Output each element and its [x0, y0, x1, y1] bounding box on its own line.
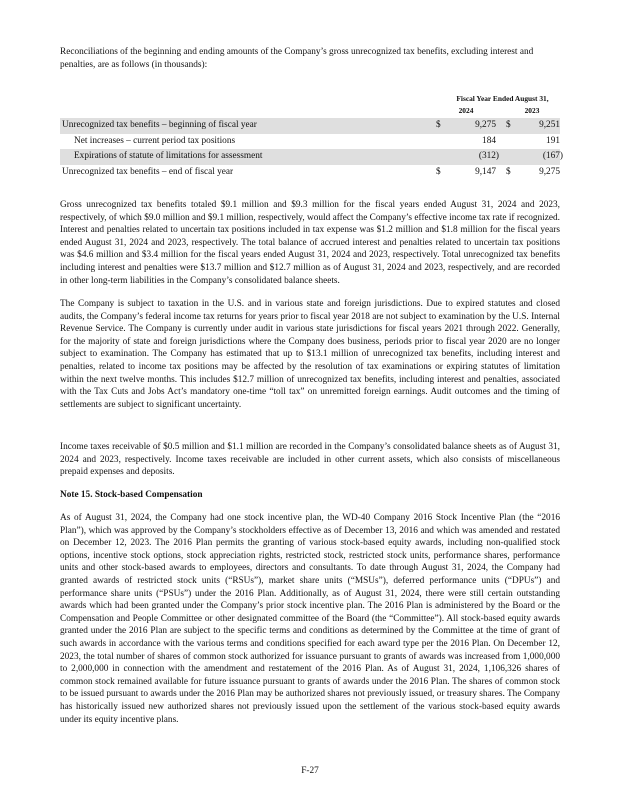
- value-2024: (312): [478, 151, 499, 161]
- table-row: [60, 165, 560, 181]
- row-label: Unrecognized tax benefits – beginning of fiscal year: [62, 120, 257, 130]
- section-heading-note-15: Note 15. Stock-based Compensation: [60, 490, 203, 500]
- unrecognized-tax-benefits-table: [60, 92, 563, 180]
- row-label: Expirations of statute of limitations for assessment: [74, 151, 263, 161]
- page-number: F-27: [301, 766, 319, 776]
- table-row: [60, 134, 560, 150]
- value-2023: 9,251: [539, 120, 560, 130]
- value-2024: 9,275: [475, 120, 496, 130]
- header-year-2024: 2024: [458, 106, 474, 115]
- value-2023: 9,275: [539, 166, 560, 177]
- paragraph-stock-incentive-plan: As of August 31, 2024, the Company had one stock incentive plan, the WD-40 Company 2016 Stock Incentive Plan (the “2016 Plan”), which was approved by the Company’s stockholders effective as of December 13, 2016 and which was amended and restated on December 12, 2023. The 2016 Plan permits the granting of various stock-based equity awards, including non-qualified stock options, incentive stock options, stock appreciation rights, restricted stock, restricted stock units, performance shares, performance units and other stock-based awards to employees, directors and consultants. To date through August 31, 2024, the Company had granted awards of restricted stock units (“RSUs”), market share units (“MSUs”), deferred performance units (“DPUs”) and performance share units (“PSUs”) under the 2016 Plan. Additionally, as of August 31, 2024, there were still certain outstanding awards which had been granted under the Company’s prior stock incentive plan. The 2016 Plan is administered by the Board or the Compensation and People Committee or other designated committee of the Board (the “Committee”). All stock-based equity awards granted under the 2016 Plan are subject to the specific terms and conditions as determined by the Committee at the time of grant of such awards in accordance with the various terms and conditions specified for each award type per the 2016 Plan. On December 12, 2023, the total number of shares of common stock authorized for issuance pursuant to grants of awards was increased from 1,000,000 to 2,000,000 in connection with the amendment and restatement of the 2016 Plan. As of August 31, 2024, 1,106,326 shares of common stock remained available for future issuance pursuant to grants of awards under the 2016 Plan. The shares of common stock to be issued pursuant to awards under the 2016 Plan may be authorized shares not previously issued, or treasury shares. The Company has historically issued new authorized shares not previously issued upon the settlement of the various stock-based equity awards under its equity incentive plans.: [60, 513, 560, 725]
- row-label: Unrecognized tax benefits – end of fiscal year: [62, 166, 234, 177]
- row-label: Net increases – current period tax positions: [74, 135, 236, 146]
- currency-symbol: $: [506, 166, 511, 177]
- header-fiscal-year: Fiscal Year Ended August 31,: [456, 94, 549, 103]
- header-year-2023: 2023: [524, 106, 540, 115]
- paragraph-tax-jurisdictions: The Company is subject to taxation in the U.S. and in various state and foreign jurisdictions. Due to expired statutes and closed audits, the Company’s federal income tax returns for years prior to fiscal year 2018 are not subject to examination by the U.S. Internal Revenue Service. The Company is currently under audit in various state jurisdictions for fiscal years 2021 through 2022. Generally, for the majority of state and foreign jurisdictions where the Company does business, periods prior to fiscal year 2020 are no longer subject to examination. The Company has estimated that up to $13.1 million of unrecognized tax benefits, including interest and penalties, related to income tax positions may be affected by the resolution of tax examinations or expiring statutes of limitation within the next twelve months. This includes $12.7 million of unrecognized tax benefits, including interest and penalties, associated with the Tax Cuts and Jobs Act’s mandatory one-time “toll tax” on unremitted foreign earnings. Audit outcomes and the timing of settlements are subject to significant uncertainty.: [60, 299, 560, 410]
- value-2024: 9,147: [475, 166, 496, 177]
- currency-symbol: $: [436, 120, 441, 130]
- currency-symbol: $: [506, 120, 511, 130]
- value-2023: (167): [542, 151, 563, 161]
- value-2023: 191: [546, 135, 560, 146]
- value-2024: 184: [482, 135, 496, 146]
- table-header: [60, 92, 560, 118]
- table-row: [60, 118, 560, 134]
- intro-paragraph: Reconciliations of the beginning and ending amounts of the Company’s gross unrecognized tax benefits, excluding interest and penalties, are as follows (in thousands):: [60, 47, 534, 70]
- table-row: [60, 149, 563, 165]
- currency-symbol: $: [436, 166, 441, 177]
- paragraph-gross-unrecognized: Gross unrecognized tax benefits totaled $9.1 million and $9.3 million for the fiscal years ended August 31, 2024 and 2023, respectively, of which $9.0 million and $9.1 million, respectively, would affect the Company’s effective income tax rate if recognized. Interest and penalties related to uncertain tax positions included in tax expense was $1.2 million and $1.8 million for the fiscal years ended August 31, 2024 and 2023, respectively. The total balance of accrued interest and penalties related to uncertain tax positions was $4.6 million and $3.4 million for the fiscal years ended August 31, 2024 and 2023, respectively. Total unrecognized tax benefits including interest and penalties were $13.7 million and $12.7 million as of August 31, 2024 and 2023, respectively, and are recorded in other long-term liabilities in the Company’s consolidated balance sheets.: [60, 200, 560, 286]
- paragraph-income-taxes-receivable: Income taxes receivable of $0.5 million and $1.1 million are recorded in the Company’s consolidated balance sheets as of August 31, 2024 and 2023, respectively. Income taxes receivable are included in other current assets, which also consists of miscellaneous prepaid expenses and deposits.: [60, 442, 560, 478]
